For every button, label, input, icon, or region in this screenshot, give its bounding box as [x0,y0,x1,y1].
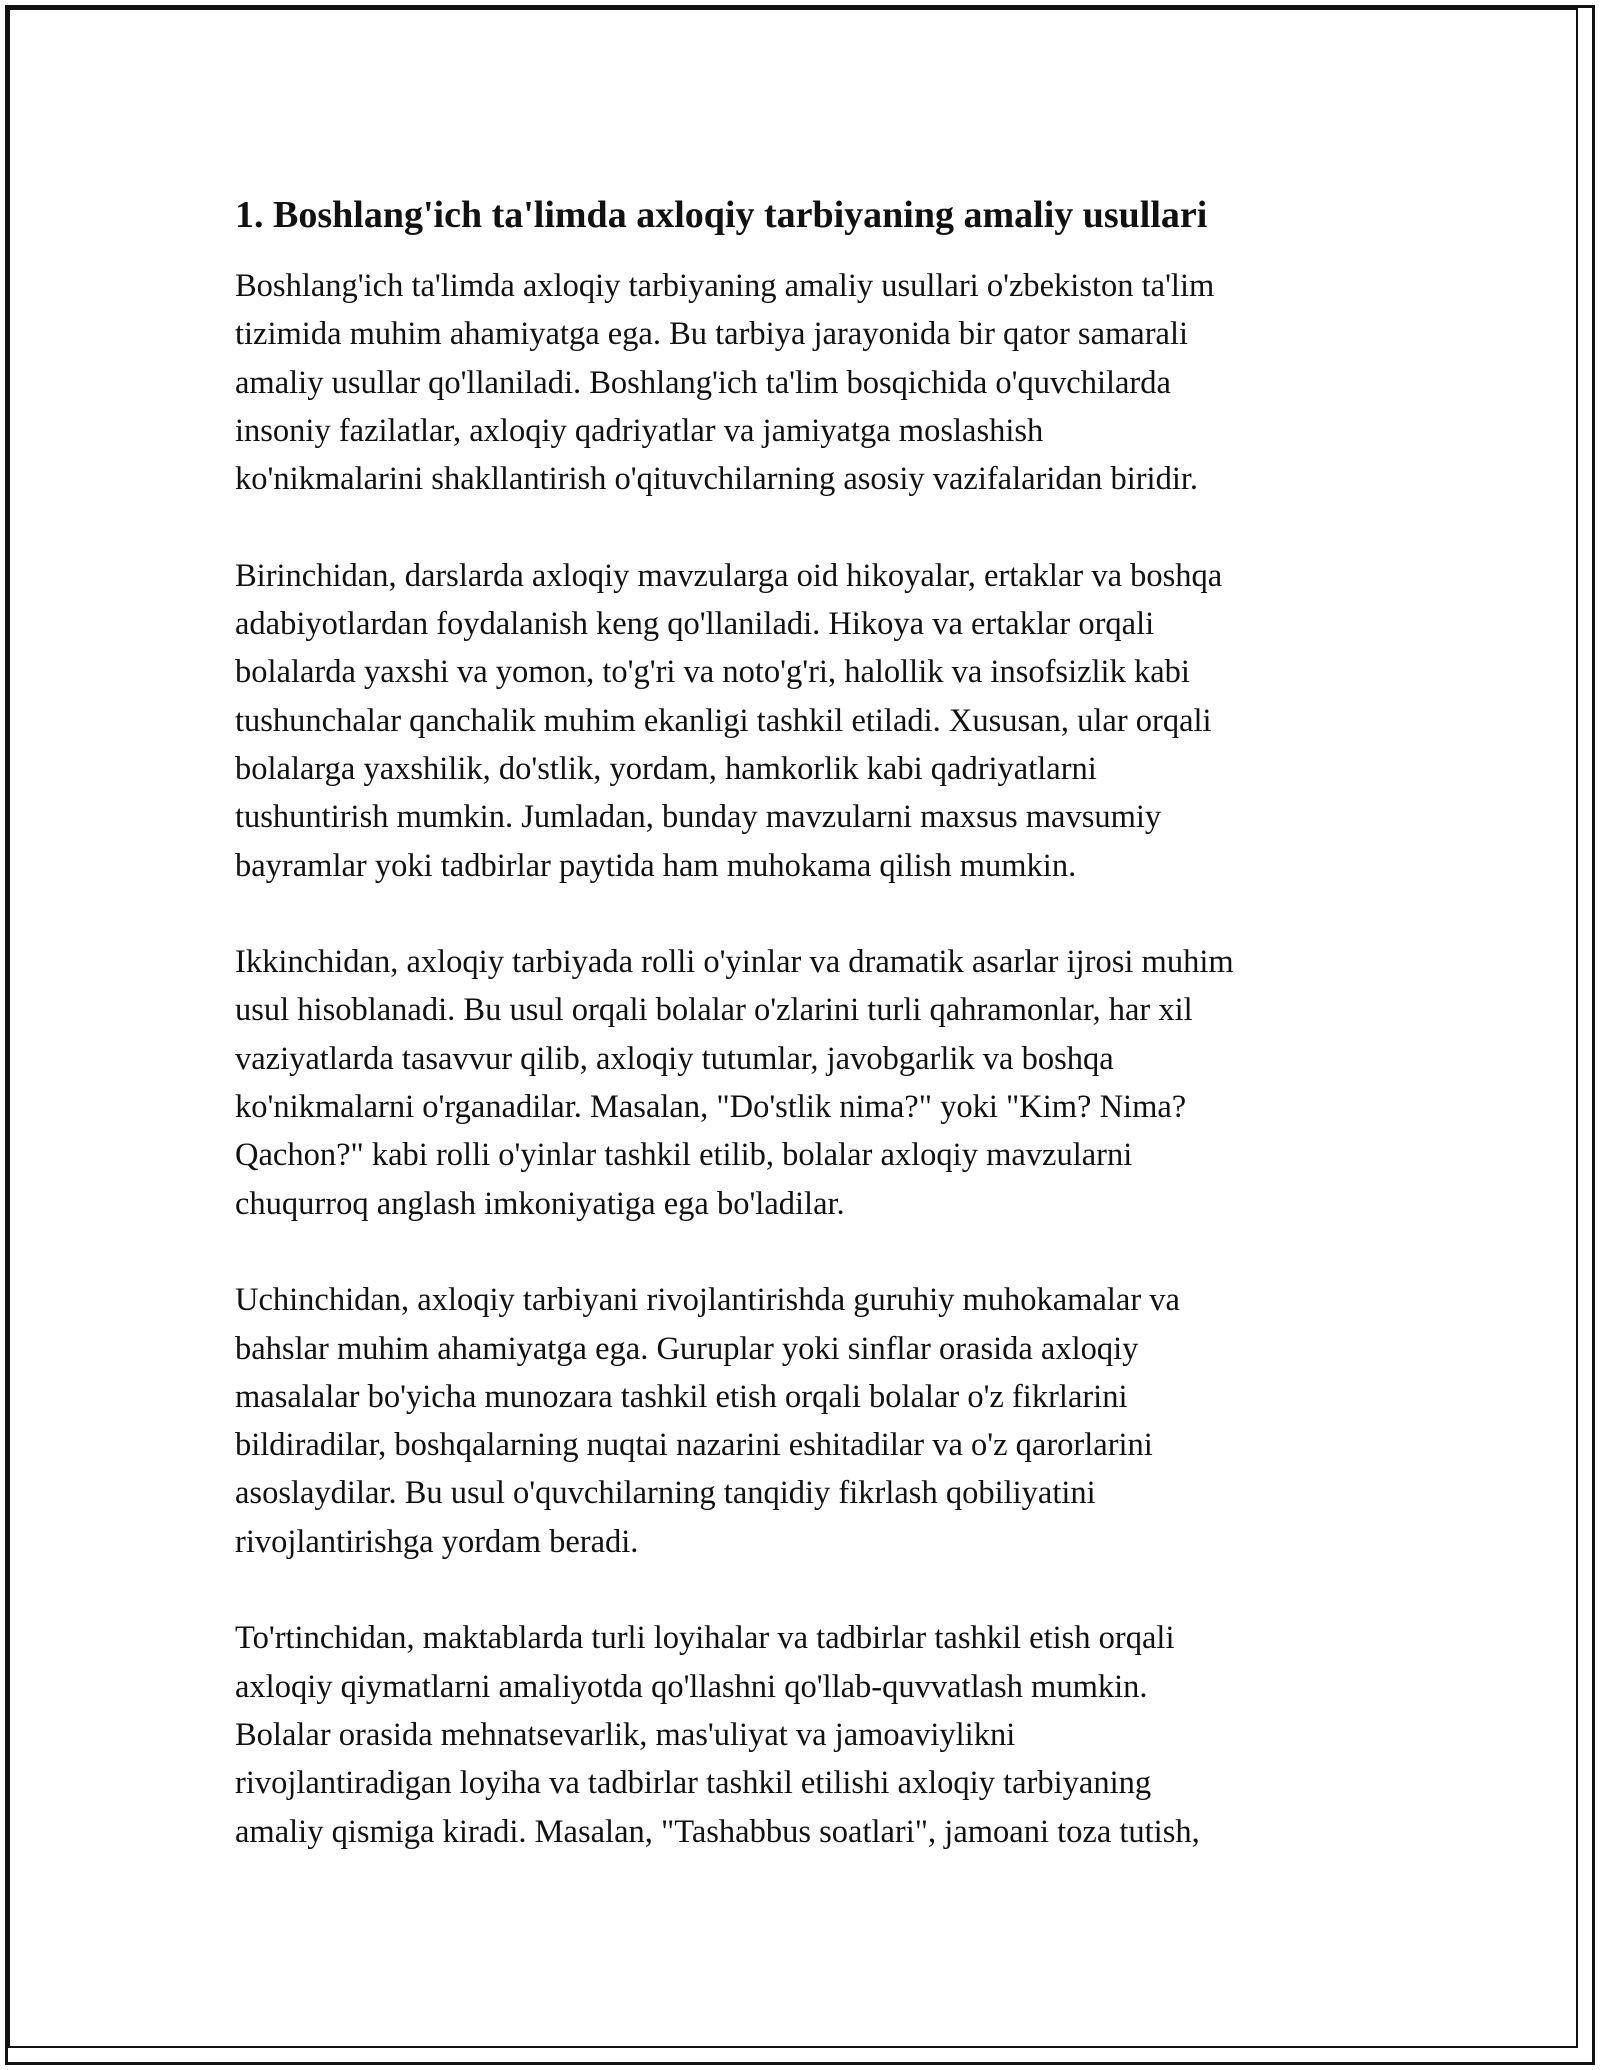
text-line: Ikkinchidan, axloqiy tarbiyada rolli o'yinlar va dramatik asarlar ijrosi muhim [235,944,1234,981]
text-line: bildiradilar, boshqalarning nuqtai nazarini eshitadilar va o'z qarorlarini [235,1427,1153,1464]
text-line: tushuntirish mumkin. Jumladan, bunday mavzularni maxsus mavsumiy [235,799,1162,836]
text-line: usul hisoblanadi. Bu usul orqali bolalar o'zlarini turli qahramonlar, har xil [235,992,1193,1029]
paragraph-2 [235,552,1365,890]
text-line: bahslar muhim ahamiyatga ega. Guruplar yoki sinflar orasida axloqiy [235,1330,1139,1367]
paragraph-5 [235,1614,1365,1855]
text-line: tushunchalar qanchalik muhim ekanligi tashkil etiladi. Xususan, ular orqali [235,702,1212,739]
text-line: amaliy usullar qo'llaniladi. Boshlang'ich ta'lim bosqichida o'quvchilarda [235,364,1171,401]
text-line: axloqiy qiymatlarni amaliyotda qo'llashni qo'llab-quvvatlash mumkin. [235,1668,1148,1705]
text-line: Boshlang'ich ta'limda axloqiy tarbiyaning amaliy usullari o'zbekiston ta'lim [235,268,1215,304]
text-line: amaliy qismiga kiradi. Masalan, "Tashabbus soatlari", jamoani toza tutish, [235,1813,1200,1850]
text-line: rivojlantirishga yordam beradi. [235,1523,639,1560]
text-line: masalalar bo'yicha munozara tashkil etish orqali bolalar o'z fikrlarini [235,1378,1128,1415]
text-line: To'rtinchidan, maktablarda turli loyihalar va tadbirlar tashkil etish orqali [235,1620,1175,1657]
paragraph-1 [235,262,1365,503]
text-line: Uchinchidan, axloqiy tarbiyani rivojlantirishda guruhiy muhokamalar va [235,1282,1180,1319]
paragraph-3 [235,938,1365,1228]
text-line: ko'nikmalarni o'rganadilar. Masalan, "Do'stlik nima?" yoki "Kim? Nima? [235,1089,1187,1126]
text-line: bolalarda yaxshi va yomon, to'g'ri va noto'g'ri, halollik va insofsizlik kabi [235,654,1190,691]
text-line: rivojlantiradigan loyiha va tadbirlar tashkil etilishi axloqiy tarbiyaning [235,1765,1152,1802]
text-line: bolalarga yaxshilik, do'stlik, yordam, hamkorlik kabi qadriyatlarni [235,750,1097,787]
document-body [235,190,1365,1904]
text-line: bayramlar yoki tadbirlar paytida ham muhokama qilish mumkin. [235,847,1077,884]
section-heading: 1. Boshlang'ich ta'limda axloqiy tarbiyaning amaliy usullari [235,194,1208,236]
text-line: Bolalar orasida mehnatsevarlik, mas'uliyat va jamoaviylikni [235,1716,1016,1753]
text-line: Qachon?" kabi rolli o'yinlar tashkil etilib, bolalar axloqiy mavzularni [235,1137,1133,1174]
paragraphs-container [235,262,1365,1856]
paragraph-4 [235,1276,1365,1566]
text-line: asoslaydilar. Bu usul o'quvchilarning tanqidiy fikrlash qobiliyatini [235,1475,1096,1512]
text-line: insoniy fazilatlar, axloqiy qadriyatlar va jamiyatga moslashish [235,412,1044,449]
text-line: chuqurroq anglash imkoniyatiga ega bo'ladilar. [235,1185,845,1222]
text-line: Birinchidan, darslarda axloqiy mavzularga oid hikoyalar, ertaklar va boshqa [235,557,1223,594]
text-line: vaziyatlarda tasavvur qilib, axloqiy tutumlar, javobgarlik va boshqa [235,1040,1114,1077]
text-line: tizimida muhim ahamiyatga ega. Bu tarbiya jarayonida bir qator samarali [235,316,1189,353]
text-line: ko'nikmalarini shakllantirish o'qituvchilarning asosiy vazifalaridan biridir. [235,461,1199,498]
text-line: adabiyotlardan foydalanish keng qo'llaniladi. Hikoya va ertaklar orqali [235,606,1155,643]
